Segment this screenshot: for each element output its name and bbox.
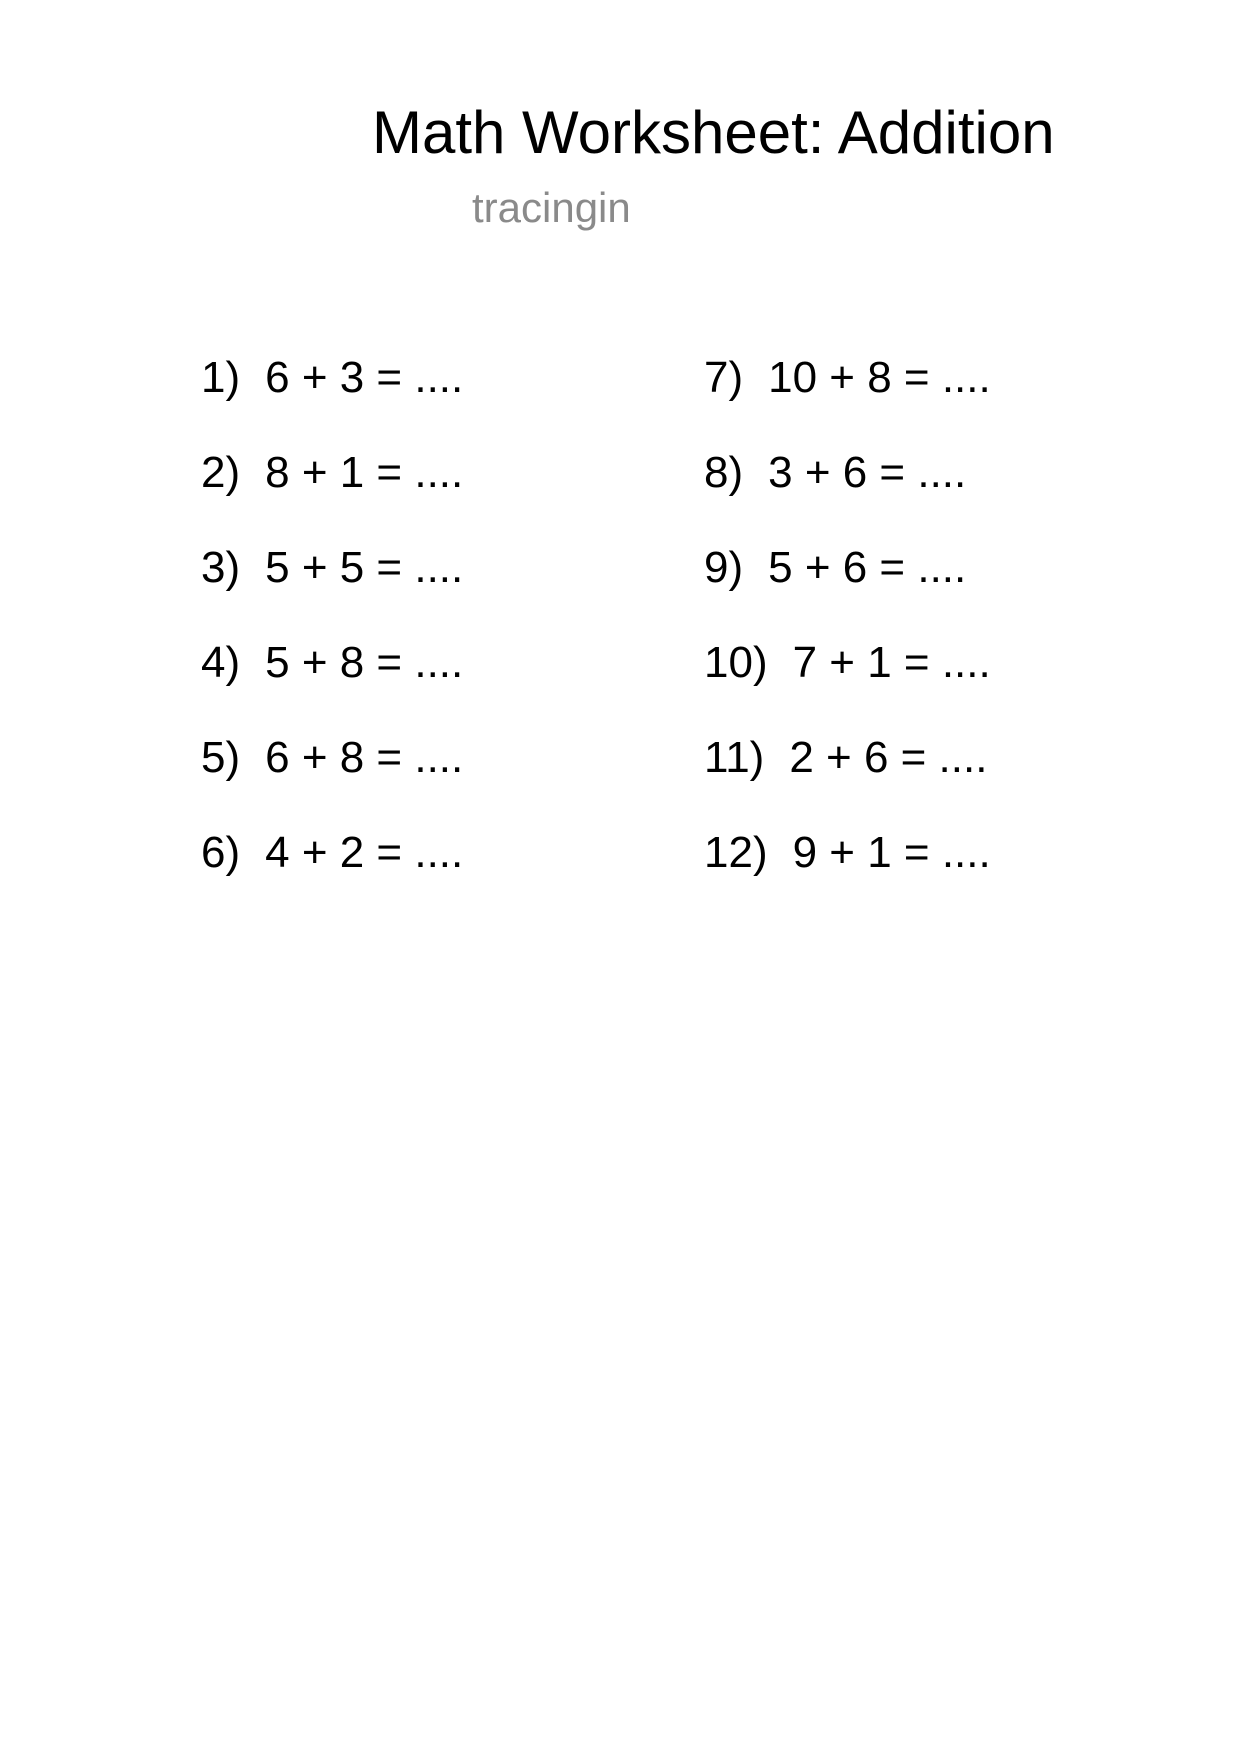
problem-expression: 9 + 1 = ....: [792, 828, 991, 877]
problem-number: 9): [704, 543, 744, 592]
problem-number: 6): [201, 828, 241, 877]
problem-expression: 8 + 1 = ....: [265, 448, 464, 497]
problem-item: [704, 827, 991, 922]
problem-expression: 3 + 6 = ....: [768, 448, 967, 497]
problem-expression: 10 + 8 = ....: [768, 353, 991, 402]
problem-number: 1): [201, 353, 241, 402]
problem-expression: 7 + 1 = ....: [792, 638, 991, 687]
problem-item: [704, 732, 991, 827]
problem-expression: 6 + 3 = ....: [265, 353, 464, 402]
problem-number: 4): [201, 638, 241, 687]
problem-number: 12): [704, 828, 768, 877]
problem-item: [704, 447, 991, 542]
problem-number: 5): [201, 733, 241, 782]
problem-number: 8): [704, 448, 744, 497]
problem-expression: 5 + 5 = ....: [265, 543, 464, 592]
problem-number: 10): [704, 638, 768, 687]
problem-item: [201, 637, 463, 732]
problem-expression: 5 + 6 = ....: [768, 543, 967, 592]
problem-number: 7): [704, 353, 744, 402]
problem-expression: 2 + 6 = ....: [789, 733, 988, 782]
problems-column-left: [201, 352, 463, 922]
problem-item: [704, 637, 991, 732]
problem-item: [201, 732, 463, 827]
problem-expression: 5 + 8 = ....: [265, 638, 464, 687]
problem-item: [704, 352, 991, 447]
problem-item: [201, 352, 463, 447]
problem-item: [704, 542, 991, 637]
problem-item: [201, 447, 463, 542]
problem-number: 2): [201, 448, 241, 497]
page-subtitle: tracingin: [472, 184, 631, 231]
problem-expression: 6 + 8 = ....: [265, 733, 464, 782]
problems-column-right: [704, 352, 991, 922]
page-title: Math Worksheet: Addition: [372, 99, 1055, 166]
problem-number: 11): [704, 733, 765, 782]
problem-item: [201, 827, 463, 922]
problem-number: 3): [201, 543, 241, 592]
problem-item: [201, 542, 463, 637]
problem-expression: 4 + 2 = ....: [265, 828, 464, 877]
